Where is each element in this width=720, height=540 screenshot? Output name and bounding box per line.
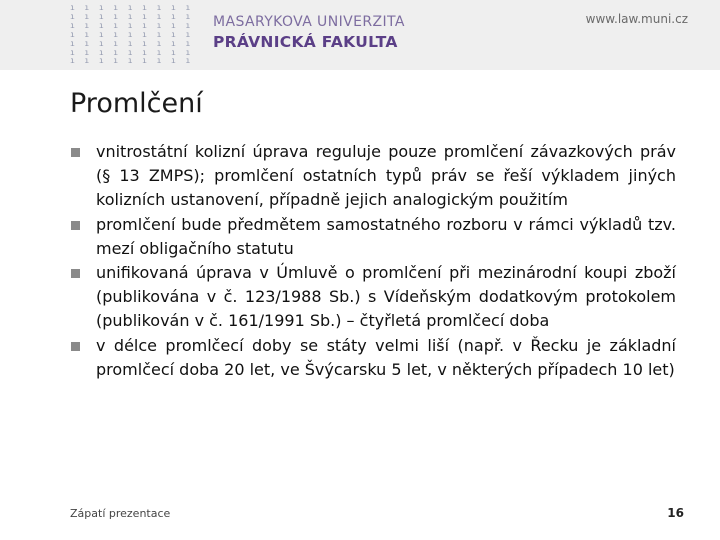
bullet-text: promlčení bude předmětem samostatného rozboru v rámci výkladů tzv. mezí obligačního statutu <box>96 214 676 258</box>
square-bullet-icon <box>71 221 80 230</box>
website-url: www.law.muni.cz <box>585 12 688 26</box>
page-number: 16 <box>667 506 684 520</box>
square-bullet-icon <box>71 269 80 278</box>
university-name: MASARYKOVA UNIVERZITA <box>213 14 405 30</box>
slide-header <box>0 0 720 70</box>
bullet-item <box>70 140 676 213</box>
bullet-item <box>70 213 676 261</box>
muni-logo-icon: ı ı ı ı ı ı ı ı ı ı ı ı ı ı ı ı ı ı ı ı ı ı ı ı ı ı ı ı ı ı ı ı ı ı ı ı ı ı ı ı ı ı ı ı ı ı ı ı ı ı ı ı ı ı ı ı ı ı ı ı ı ı ı <box>70 3 193 66</box>
bullet-item <box>70 334 676 382</box>
slide-title: Promlčení <box>70 88 203 119</box>
bullet-list <box>70 140 676 382</box>
bullet-text: v délce promlčecí doby se státy velmi liší (např. v Řecku je základní promlčecí doba 20 let, ve Švýcarsku 5 let, v některých případech 10 let) <box>96 335 676 379</box>
square-bullet-icon <box>71 342 80 351</box>
bullet-item <box>70 261 676 334</box>
square-bullet-icon <box>71 148 80 157</box>
bullet-text: vnitrostátní kolizní úprava reguluje pouze promlčení závazkových práv (§ 13 ZMPS); promlčení ostatních typů práv se řeší výkladem jiných kolizních ustanovení, případně jejich analogickým použitím <box>96 142 676 210</box>
faculty-name: PRÁVNICKÁ FAKULTA <box>213 33 398 51</box>
bullet-text: unifikovaná úprava v Úmluvě o promlčení při mezinárodní koupi zboží (publikována v č. 123/1988 Sb.) s Vídeňským dodatkovým protokolem (publikován v č. 161/1991 Sb.) – čtyřletá promlčecí doba <box>96 263 676 331</box>
footer-text: Zápatí prezentace <box>70 507 171 520</box>
